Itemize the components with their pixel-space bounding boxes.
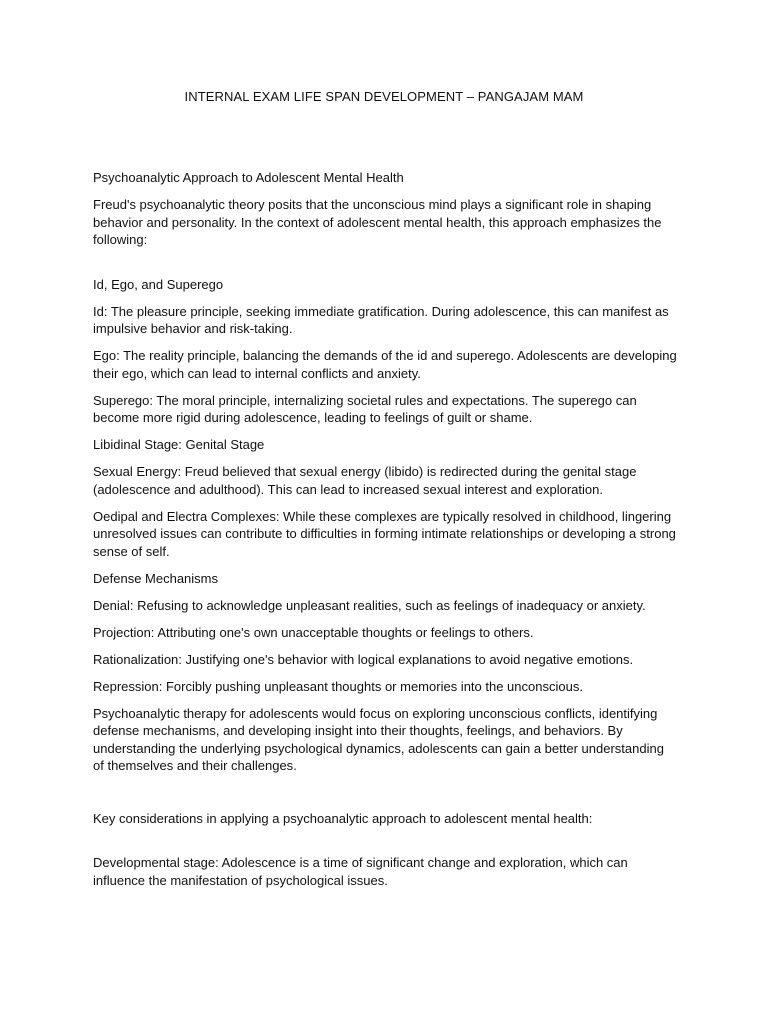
section-heading-id-ego-superego: Id, Ego, and Superego [93,276,224,292]
paragraph-sexual-energy: Sexual Energy: Freud believed that sexual energy (libido) is redirected during the genital stage (adolescence and adulthood). This can lead to increased sexual interest and exploration. [93,464,637,497]
paragraph-developmental-stage: Developmental stage: Adolescence is a time of significant change and exploration, which can influence the manifestation of psychological issues. [93,855,628,888]
paragraph-projection: Projection: Attributing one's own unacceptable thoughts or feelings to others. [93,624,534,640]
paragraph-rationalization: Rationalization: Justifying one's behavior with logical explanations to avoid negative emotions. [93,651,634,667]
document-title: INTERNAL EXAM LIFE SPAN DEVELOPMENT – PANGAJAM MAM [184,89,584,104]
paragraph-key-considerations: Key considerations in applying a psychoanalytic approach to adolescent mental health: [93,810,593,826]
section-heading-defense-mechanisms: Defense Mechanisms [93,570,218,586]
paragraph-id: Id: The pleasure principle, seeking immediate gratification. During adolescence, this can manifest as impulsive behavior and risk-taking. [93,303,669,336]
section-heading-psychoanalytic-approach: Psychoanalytic Approach to Adolescent Mental Health [93,170,404,185]
paragraph-therapy-summary: Psychoanalytic therapy for adolescents would focus on exploring unconscious conflicts, identifying defense mechanisms, and developing insight into their thoughts, feelings, and behaviors. By understanding the underlying psychological dynamics, adolescents can gain a better understanding of themselves and their challenges. [93,705,664,773]
document-body [93,169,678,899]
paragraph-ego: Ego: The reality principle, balancing the demands of the id and superego. Adolescents are developing their ego, which can lead to internal conflicts and anxiety. [93,348,677,381]
paragraph-oedipal-electra: Oedipal and Electra Complexes: While these complexes are typically resolved in childhood, lingering unresolved issues can contribute to difficulties in forming intimate relationships or developing a strong sense of self. [93,508,676,559]
paragraph-superego: Superego: The moral principle, internalizing societal rules and expectations. The superego can become more rigid during adolescence, leading to feelings of guilt or shame. [93,392,637,425]
intro-paragraph: Freud's psychoanalytic theory posits that the unconscious mind plays a significant role in shaping behavior and personality. In the context of adolescent mental health, this approach emphasizes the following: [93,197,662,247]
section-heading-libidinal-stage: Libidinal Stage: Genital Stage [93,437,265,452]
paragraph-denial: Denial: Refusing to acknowledge unpleasant realities, such as feelings of inadequacy or anxiety. [93,597,646,613]
paragraph-repression: Repression: Forcibly pushing unpleasant thoughts or memories into the unconscious. [93,678,583,694]
